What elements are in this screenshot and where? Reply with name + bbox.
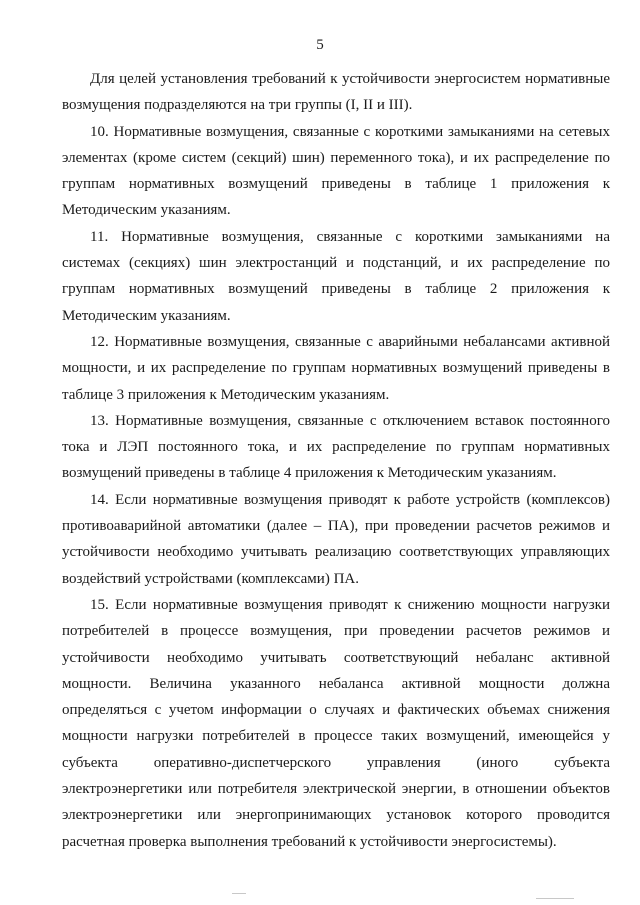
text-line: группам нормативных возмущений приведены в таблице 2 приложения к	[62, 281, 610, 298]
text-line: 15. Если нормативные возмущения приводят к снижению мощности нагрузки	[90, 596, 610, 613]
paragraph-groups-intro	[62, 66, 610, 119]
text-line: возмущения подразделяются на три группы (I, II и III).	[62, 97, 413, 114]
text-line: 11. Нормативные возмущения, связанные с короткими замыканиями на	[90, 228, 610, 245]
text-line: возмущений приведены в таблице 4 приложения к Методическим указаниям.	[62, 465, 557, 482]
text-line: определяться с учетом информации о случаях и фактических объемах снижения	[62, 702, 610, 719]
text-line: субъекта оперативно-диспетчерского управления (иного субъекта	[62, 754, 610, 771]
text-line: потребителей в процессе возмущения, при проведении расчетов режимов и	[62, 623, 610, 640]
text-line: электроэнергетики или потребителя электрической энергии, в отношении объектов	[62, 781, 610, 798]
scan-artifact	[232, 893, 246, 894]
text-line: 10. Нормативные возмущения, связанные с короткими замыканиями на сетевых	[90, 123, 610, 140]
paragraph-item-11	[62, 224, 610, 329]
text-line: устойчивости необходимо учитывать соответствующий небаланс активной	[62, 649, 610, 666]
text-line: Методическим указаниям.	[62, 307, 231, 324]
text-line: 14. Если нормативные возмущения приводят к работе устройств (комплексов)	[90, 491, 610, 508]
text-line: элементах (кроме систем (секций) шин) переменного тока), и их распределение по	[62, 149, 610, 166]
paragraph-item-12	[62, 329, 610, 408]
text-line: расчетная проверка выполнения требований к устойчивости энергосистемы).	[62, 833, 557, 850]
text-line: противоаварийной автоматики (далее – ПА), при проведении расчетов режимов и	[62, 518, 610, 535]
text-line: 12. Нормативные возмущения, связанные с аварийными небалансами активной	[90, 333, 610, 350]
scan-artifact	[536, 898, 574, 899]
paragraph-item-13	[62, 408, 610, 487]
paragraph-item-14	[62, 487, 610, 592]
text-line: мощности нагрузки потребителей в процессе таких возмущений, имеющейся у	[62, 728, 610, 745]
text-line: воздействий устройствами (комплексами) ПА.	[62, 570, 359, 587]
document-body	[62, 66, 610, 855]
page-number: 5	[316, 37, 324, 53]
text-line: мощности, и их распределение по группам нормативных возмущений приведены в	[62, 360, 610, 377]
paragraph-item-15	[62, 592, 610, 855]
text-line: электроэнергетики или энергопринимающих установок которого проводится	[62, 807, 610, 824]
text-line: системах (секциях) шин электростанций и подстанций, и их распределение по	[62, 255, 610, 272]
text-line: Методическим указаниям.	[62, 202, 231, 219]
text-line: группам нормативных возмущений приведены в таблице 1 приложения к	[62, 176, 610, 193]
text-line: мощности. Величина указанного небаланса активной мощности должна	[62, 675, 610, 692]
text-line: 13. Нормативные возмущения, связанные с отключением вставок постоянного	[90, 412, 610, 429]
text-line: тока и ЛЭП постоянного тока, и их распределение по группам нормативных	[62, 439, 610, 456]
text-line: таблице 3 приложения к Методическим указаниям.	[62, 386, 390, 403]
text-line: Для целей установления требований к устойчивости энергосистем нормативные	[90, 71, 610, 87]
paragraph-item-10	[62, 119, 610, 224]
text-line: устойчивости необходимо учитывать реализацию соответствующих управляющих	[62, 544, 610, 561]
